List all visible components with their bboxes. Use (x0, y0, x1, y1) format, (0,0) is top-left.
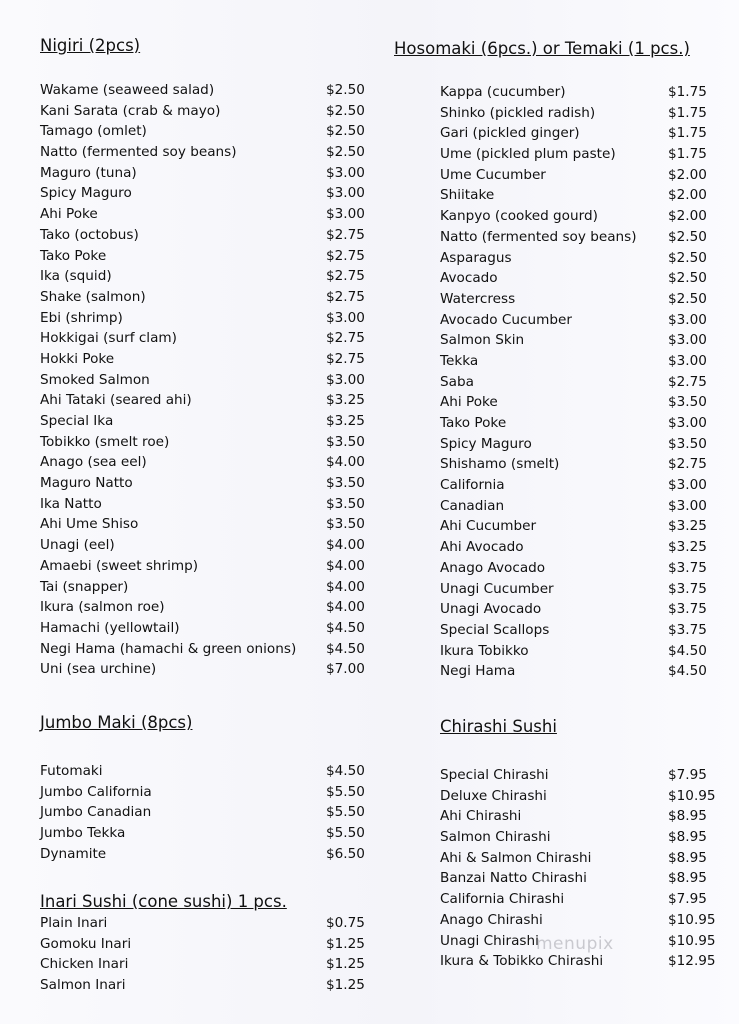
menu-item (440, 289, 715, 310)
hosomaki-list (440, 82, 715, 682)
menu-item-price: $2.50 (668, 249, 707, 266)
menu-item-name: Tekka (440, 352, 479, 369)
menu-item (40, 183, 370, 204)
menu-item-name: Anago Chirashi (440, 911, 543, 928)
menu-item-price: $4.00 (326, 557, 365, 574)
menu-item-name: Spicy Maguro (40, 185, 132, 202)
menu-item (40, 639, 370, 660)
menu-item-price: $1.75 (668, 146, 707, 163)
menu-item (440, 434, 715, 455)
menu-item-price: $3.50 (326, 495, 365, 512)
menu-item (40, 266, 370, 287)
menu-item (40, 618, 370, 639)
menu-item-name: Ikura & Tobikko Chirashi (440, 953, 604, 970)
inari-section (40, 890, 370, 994)
menu-item-price: $3.25 (326, 413, 365, 429)
menu-item-name: Anago Avocado (440, 559, 546, 576)
menu-item-price: $4.50 (668, 663, 707, 680)
menu-item (40, 452, 370, 473)
menu-item-price: $1.25 (326, 956, 365, 973)
menu-item-name: Salmon Chirashi (440, 829, 551, 846)
menu-item (440, 765, 715, 786)
menu-item-price: $3.50 (668, 435, 707, 452)
menu-item (440, 910, 715, 931)
menu-item (440, 786, 715, 807)
menu-item (40, 411, 370, 432)
menu-item-name: Avocado (440, 270, 498, 287)
menu-item-name: Ika (squid) (40, 268, 112, 285)
menu-item (440, 951, 715, 972)
menu-item-price: $3.25 (668, 518, 707, 535)
menu-item (440, 123, 715, 144)
jumbo-maki-section (40, 711, 370, 862)
menu-item-price: $7.95 (668, 891, 707, 908)
menu-item-name: Ahi Poke (40, 206, 98, 223)
menu-item (40, 163, 370, 184)
menu-item-price: $8.95 (668, 829, 707, 846)
menu-item-price: $4.00 (326, 599, 365, 616)
menu-item-name: Tako (octobus) (40, 226, 139, 243)
menu-item (440, 206, 715, 227)
menu-item (440, 496, 715, 517)
menu-item-price: $3.50 (326, 516, 365, 533)
menu-item-price: $4.50 (326, 640, 365, 657)
menu-item-price: $2.00 (668, 166, 707, 183)
menu-item (440, 620, 715, 641)
menu-item-name: Unagi (eel) (40, 537, 115, 554)
menu-item-name: Salmon Inari (40, 977, 126, 994)
menu-item-name: Ahi Poke (440, 394, 498, 411)
menu-item-price: $3.00 (326, 164, 365, 181)
menu-item-name: Watercress (440, 290, 516, 307)
menu-item-price: $4.50 (326, 763, 365, 779)
menu-item (440, 537, 715, 558)
inari-list (40, 913, 370, 996)
menu-item (440, 806, 715, 827)
menu-item-name: Tobikko (smelt roe) (40, 433, 170, 450)
menu-item-price: $2.50 (326, 123, 365, 140)
left-column (40, 0, 370, 1024)
menu-item-price: $6.50 (326, 845, 365, 862)
menu-item-name: Gomoku Inari (40, 935, 132, 952)
menu-item-name: Shishamo (smelt) (440, 456, 560, 473)
menu-item (40, 577, 370, 598)
menu-item (40, 432, 370, 453)
menu-item-name: California (440, 477, 505, 494)
menu-item-price: $8.95 (668, 870, 707, 887)
menu-item-price: $3.25 (326, 392, 365, 409)
menu-item-name: Shiitake (440, 187, 495, 204)
menu-item-price: $8.95 (668, 849, 707, 866)
menu-item (40, 308, 370, 329)
menu-item-name: Negi Hama (440, 663, 516, 680)
menu-item-price: $2.50 (326, 82, 365, 98)
menu-item-name: Jumbo California (40, 783, 152, 800)
menu-item (440, 248, 715, 269)
menu-item-name: Unagi Chirashi (440, 932, 539, 949)
menu-item-name: Amaebi (sweet shrimp) (40, 557, 199, 574)
menu-item-price: $3.50 (326, 475, 365, 492)
menu-item-name: Maguro Natto (40, 475, 133, 492)
menu-item (440, 558, 715, 579)
jumbo-maki-list (40, 761, 370, 864)
jumbo-maki-heading: Jumbo Maki (8pcs) (40, 713, 193, 732)
menu-item-name: Ebi (shrimp) (40, 309, 123, 326)
hosomaki-section (394, 37, 715, 61)
menu-item-price: $3.25 (668, 539, 707, 556)
menu-item-name: Ika Natto (40, 495, 102, 512)
menu-item-name: Kanpyo (cooked gourd) (440, 208, 598, 225)
menu-item-price: $10.95 (668, 787, 716, 804)
menu-item-price: $2.00 (668, 208, 707, 225)
menu-item-name: Dynamite (40, 845, 107, 862)
menu-item (40, 204, 370, 225)
menu-item-name: Special Ika (40, 413, 114, 429)
menu-item-price: $1.75 (668, 84, 707, 100)
menu-item-price: $3.75 (668, 601, 707, 618)
menu-item-price: $2.75 (326, 247, 365, 264)
menu-item-name: Special Scallops (440, 621, 550, 638)
menu-item-name: Maguro (tuna) (40, 164, 137, 181)
menu-item-name: Ikura (salmon roe) (40, 599, 165, 616)
menu-item-name: Tai (snapper) (40, 578, 129, 595)
menu-item-name: Gari (pickled ginger) (440, 125, 580, 142)
menu-item-name: Canadian (440, 497, 505, 514)
menu-item-price: $1.75 (668, 125, 707, 142)
menu-item-name: Wakame (seaweed salad) (40, 82, 215, 98)
menu-item-price: $4.50 (326, 619, 365, 636)
menu-item (40, 913, 370, 934)
menu-item-name: Ahi Tataki (seared ahi) (40, 392, 192, 409)
menu-item (40, 328, 370, 349)
menu-item (40, 101, 370, 122)
menu-item (440, 661, 715, 682)
menu-item-price: $4.50 (668, 642, 707, 659)
menu-item (40, 80, 370, 101)
menu-item-price: $2.00 (668, 187, 707, 204)
menu-item-price: $3.00 (326, 371, 365, 388)
menu-item-price: $5.50 (326, 804, 365, 821)
menu-item-price: $3.00 (668, 477, 707, 494)
menu-item (440, 268, 715, 289)
menu-item (40, 659, 370, 680)
menu-item-name: Shinko (pickled radish) (440, 104, 596, 121)
menu-item (40, 473, 370, 494)
menu-item (40, 844, 370, 865)
menu-item-price: $4.00 (326, 454, 365, 471)
menu-item-name: Hamachi (yellowtail) (40, 619, 180, 636)
menu-item-price: $3.00 (668, 332, 707, 349)
menu-item-name: Spicy Maguro (440, 435, 532, 452)
menu-item-price: $0.75 (326, 915, 365, 931)
menu-item (40, 246, 370, 267)
menu-item-name: Hokki Poke (40, 350, 115, 367)
menu-item (440, 185, 715, 206)
menu-item-name: Unagi Cucumber (440, 580, 554, 597)
menu-item-price: $2.75 (326, 226, 365, 243)
menu-item (440, 372, 715, 393)
menu-item (40, 782, 370, 803)
menu-item (40, 514, 370, 535)
menu-item (40, 823, 370, 844)
menu-item (440, 475, 715, 496)
menu-item-price: $2.50 (326, 102, 365, 119)
nigiri-heading: Nigiri (2pcs) (40, 36, 141, 55)
menu-item-name: Unagi Avocado (440, 601, 542, 618)
menu-item (440, 227, 715, 248)
menu-item-name: Salmon Skin (440, 332, 525, 349)
menu-item-name: Ahi & Salmon Chirashi (440, 849, 592, 866)
menu-item-name: Avocado Cucumber (440, 311, 572, 328)
menu-item (40, 535, 370, 556)
nigiri-section (40, 34, 370, 678)
menu-item-price: $2.50 (668, 290, 707, 307)
menu-item-price: $3.00 (668, 497, 707, 514)
menu-item (40, 390, 370, 411)
menu-item (40, 934, 370, 955)
menu-item-name: Ikura Tobikko (440, 642, 529, 659)
menu-item-name: Jumbo Tekka (40, 825, 126, 842)
menu-item-name: Asparagus (440, 249, 512, 266)
menu-item-price: $1.75 (668, 104, 707, 121)
menu-item (440, 144, 715, 165)
menu-item (440, 82, 715, 103)
menu-item-name: Ahi Ume Shiso (40, 516, 139, 533)
menu-item-name: Kappa (cucumber) (440, 84, 566, 100)
menu-item-price: $2.50 (326, 144, 365, 161)
menu-item-name: Ahi Avocado (440, 539, 524, 556)
menu-item (40, 287, 370, 308)
inari-heading: Inari Sushi (cone sushi) 1 pcs. (40, 892, 287, 911)
menu-item-price: $8.95 (668, 808, 707, 825)
menu-item-price: $2.75 (326, 350, 365, 367)
menu-item-price: $3.75 (668, 559, 707, 576)
menu-item-name: Futomaki (40, 763, 103, 779)
menu-item-price: $12.95 (668, 953, 716, 970)
menu-item (40, 761, 370, 782)
menu-item-name: Tako Poke (440, 415, 507, 431)
menu-item-name: Special Chirashi (440, 767, 549, 783)
menu-item-price: $3.00 (668, 415, 707, 431)
menu-item-name: Ume (pickled plum paste) (440, 146, 616, 163)
menu-item-name: Negi Hama (hamachi & green onions) (40, 640, 297, 657)
menu-item (440, 454, 715, 475)
menu-item-price: $5.50 (326, 825, 365, 842)
menu-item (440, 413, 715, 434)
menu-item (440, 827, 715, 848)
menu-item-name: Deluxe Chirashi (440, 787, 547, 804)
menu-item (40, 556, 370, 577)
menu-item (440, 330, 715, 351)
menu-item-price: $4.00 (326, 578, 365, 595)
menu-item-price: $2.75 (668, 456, 707, 473)
menu-item-price: $10.95 (668, 911, 716, 928)
hosomaki-heading: Hosomaki (6pcs.) or Temaki (1 pcs.) (394, 39, 690, 58)
menu-item-price: $2.75 (668, 373, 707, 390)
menu-item-name: Tako Poke (40, 247, 107, 264)
menu-item (40, 121, 370, 142)
nigiri-list (40, 80, 370, 680)
menu-item-price: $2.75 (326, 330, 365, 347)
menu-item-price: $7.00 (326, 661, 365, 678)
menu-item (440, 165, 715, 186)
menu-item-name: Tamago (omlet) (40, 123, 147, 140)
menu-item (440, 599, 715, 620)
menu-item-price: $2.75 (326, 268, 365, 285)
menupix-watermark: menupix (536, 934, 614, 954)
menu-item-price: $1.25 (326, 935, 365, 952)
menu-item (440, 889, 715, 910)
menu-item (440, 392, 715, 413)
menu-item (40, 494, 370, 515)
right-column (394, 0, 716, 1024)
menu-item-price: $2.50 (668, 228, 707, 245)
menu-item-price: $3.75 (668, 621, 707, 638)
menu-item (440, 641, 715, 662)
menu-item-name: Chicken Inari (40, 956, 129, 973)
menu-item-price: $3.00 (668, 311, 707, 328)
menu-item-price: $3.00 (326, 206, 365, 223)
menu-item-name: California Chirashi (440, 891, 565, 908)
menu-item (40, 954, 370, 975)
menu-item (40, 142, 370, 163)
menu-item (40, 597, 370, 618)
menu-item-price: $7.95 (668, 767, 707, 783)
menu-item (40, 225, 370, 246)
menu-item (40, 975, 370, 996)
menu-item-name: Ahi Chirashi (440, 808, 522, 825)
menu-item-price: $3.00 (326, 185, 365, 202)
menu-item (440, 103, 715, 124)
menu-item-name: Ume Cucumber (440, 166, 546, 183)
menu-item (40, 370, 370, 391)
menu-item-price: $3.50 (326, 433, 365, 450)
menu-item-name: Hokkigai (surf clam) (40, 330, 177, 347)
menu-item-price: $10.95 (668, 932, 716, 949)
menu-item (40, 349, 370, 370)
menu-item-name: Uni (sea urchine) (40, 661, 157, 678)
menu-item-price: $1.25 (326, 977, 365, 994)
menu-item (440, 848, 715, 869)
menu-item-name: Plain Inari (40, 915, 108, 931)
menu-item-price: $3.00 (668, 352, 707, 369)
menu-item (440, 516, 715, 537)
menu-item-name: Kani Sarata (crab & mayo) (40, 102, 221, 119)
menu-item-name: Anago (sea eel) (40, 454, 147, 471)
menu-item-price: $3.50 (668, 394, 707, 411)
menu-item-price: $3.75 (668, 580, 707, 597)
menu-item-price: $4.00 (326, 537, 365, 554)
menu-item-price: $5.50 (326, 783, 365, 800)
menu-item-price: $2.75 (326, 288, 365, 305)
menu-item-name: Natto (fermented soy beans) (440, 228, 637, 245)
menu-item-name: Natto (fermented soy beans) (40, 144, 237, 161)
menu-item (40, 802, 370, 823)
menu-item (440, 868, 715, 889)
menu-item-name: Saba (440, 373, 474, 390)
chirashi-heading: Chirashi Sushi (440, 717, 557, 736)
menu-item-name: Jumbo Canadian (40, 804, 152, 821)
menu-item-name: Ahi Cucumber (440, 518, 537, 535)
menu-item-price: $2.50 (668, 270, 707, 287)
menu-item (440, 579, 715, 600)
menu-item (440, 310, 715, 331)
menu-item-name: Smoked Salmon (40, 371, 150, 388)
menu-item-name: Shake (salmon) (40, 288, 146, 305)
menu-item-price: $3.00 (326, 309, 365, 326)
menu-item (440, 351, 715, 372)
menu-item-name: Banzai Natto Chirashi (440, 870, 587, 887)
